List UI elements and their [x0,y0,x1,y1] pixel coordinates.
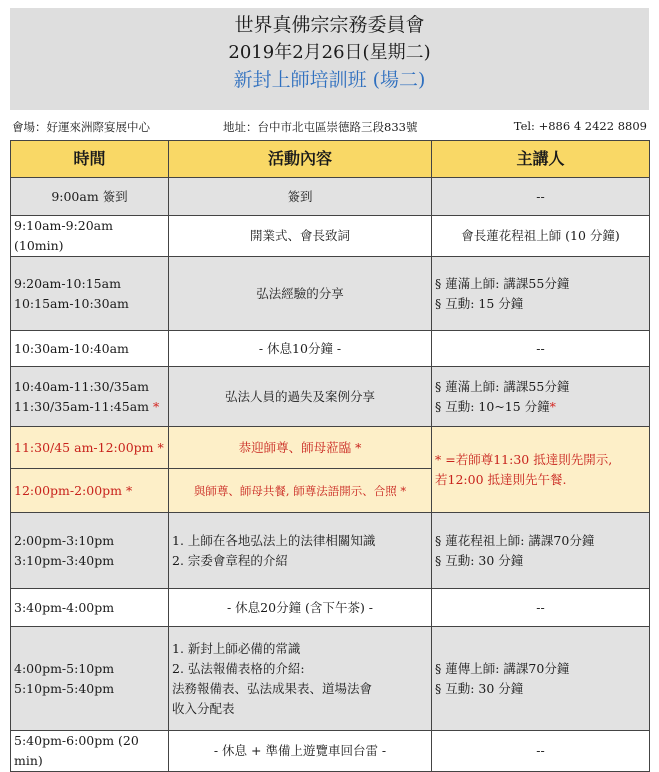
table-row [11,331,650,367]
column-header-time: 時間 [11,141,169,178]
speaker-cell: -- [432,331,650,367]
table-row [11,367,650,427]
activity-cell: 弘法經驗的分享 [169,257,432,331]
document-header [10,8,649,110]
speaker-cell: 會長蓮花程祖上師 (10 分鐘) [432,216,650,257]
time-cell: 4:00pm-5:10pm 5:10pm-5:40pm [11,627,169,731]
time-cell: 12:00pm-2:00pm * [11,469,169,513]
venue-info-line [10,110,649,140]
telephone-text: Tel: +886 4 2422 8809 [513,119,647,133]
venue-text: 會場：好運來洲際宴展中心 [12,120,150,134]
table-header-row [11,141,650,178]
activity-cell: 1. 上師在各地弘法上的法律相關知識 2. 宗委會章程的介紹 [169,513,432,589]
table-row [11,627,650,731]
time-cell: 10:40am-11:30/35am 11:30/35am-11:45am * [11,367,169,427]
time-cell: 3:40pm-4:00pm [11,589,169,627]
activity-cell: 1. 新封上師必備的常識 2. 弘法報備表格的介紹: 法務報備表、弘法成果表、道場法會 收入分配表 [169,627,432,731]
activity-cell: 恭迎師尊、師母蒞臨 * [169,427,432,469]
activity-cell: 簽到 [169,178,432,216]
activity-cell: - 休息20分鐘 (含下午茶) - [169,589,432,627]
speaker-cell: -- [432,178,650,216]
table-row [11,513,650,589]
activity-cell: 開業式、會長致詞 [169,216,432,257]
time-cell: 10:30am-10:40am [11,331,169,367]
time-cell: 2:00pm-3:10pm 3:10pm-3:40pm [11,513,169,589]
speaker-cell: § 蓮花程祖上師: 講課70分鐘 § 互動: 30 分鐘 [432,513,650,589]
column-header-activity: 活動內容 [169,141,432,178]
speaker-cell: § 蓮滿上師: 講課55分鐘 § 互動: 15 分鐘 [432,257,650,331]
time-cell: 9:20am-10:15am 10:15am-10:30am [11,257,169,331]
speaker-cell: -- [432,731,650,772]
address-text: 地址：台中市北屯區崇德路三段833號 [223,120,418,134]
table-row [11,257,650,331]
table-row [11,216,650,257]
time-cell: 9:10am-9:20am (10min) [11,216,169,257]
schedule-sheet [10,8,649,772]
event-title: 新封上師培訓班 (場二) [233,69,426,91]
speaker-cell: § 蓮滿上師: 講課55分鐘 § 互動: 10~15 分鐘* [432,367,650,427]
activity-cell: - 休息 + 準備上遊覽車回台雷 - [169,731,432,772]
activity-cell: - 休息10分鐘 - [169,331,432,367]
speaker-cell: -- [432,589,650,627]
asterisk-mark: * [152,398,160,414]
table-row [11,589,650,627]
asterisk-mark: * [549,398,556,414]
event-date: 2019年2月26日(星期二) [228,42,431,63]
schedule-table [10,140,650,772]
activity-cell: 弘法人員的過失及案例分享 [169,367,432,427]
table-row [11,731,650,772]
time-cell: 11:30/45 am-12:00pm * [11,427,169,469]
time-cell: 9:00am 簽到 [11,178,169,216]
speaker-note-cell: * =若師尊11:30 抵達則先開示, 若12:00 抵達則先午餐. [432,427,650,513]
org-title: 世界真佛宗宗務委員會 [234,14,425,36]
table-row-highlight [11,427,650,469]
activity-cell: 與師尊、師母共餐, 師尊法語開示、合照 * [169,469,432,513]
table-row [11,178,650,216]
column-header-speaker: 主講人 [432,141,650,178]
time-cell: 5:40pm-6:00pm (20 min) [11,731,169,772]
speaker-cell: § 蓮傳上師: 講課70分鐘 § 互動: 30 分鐘 [432,627,650,731]
